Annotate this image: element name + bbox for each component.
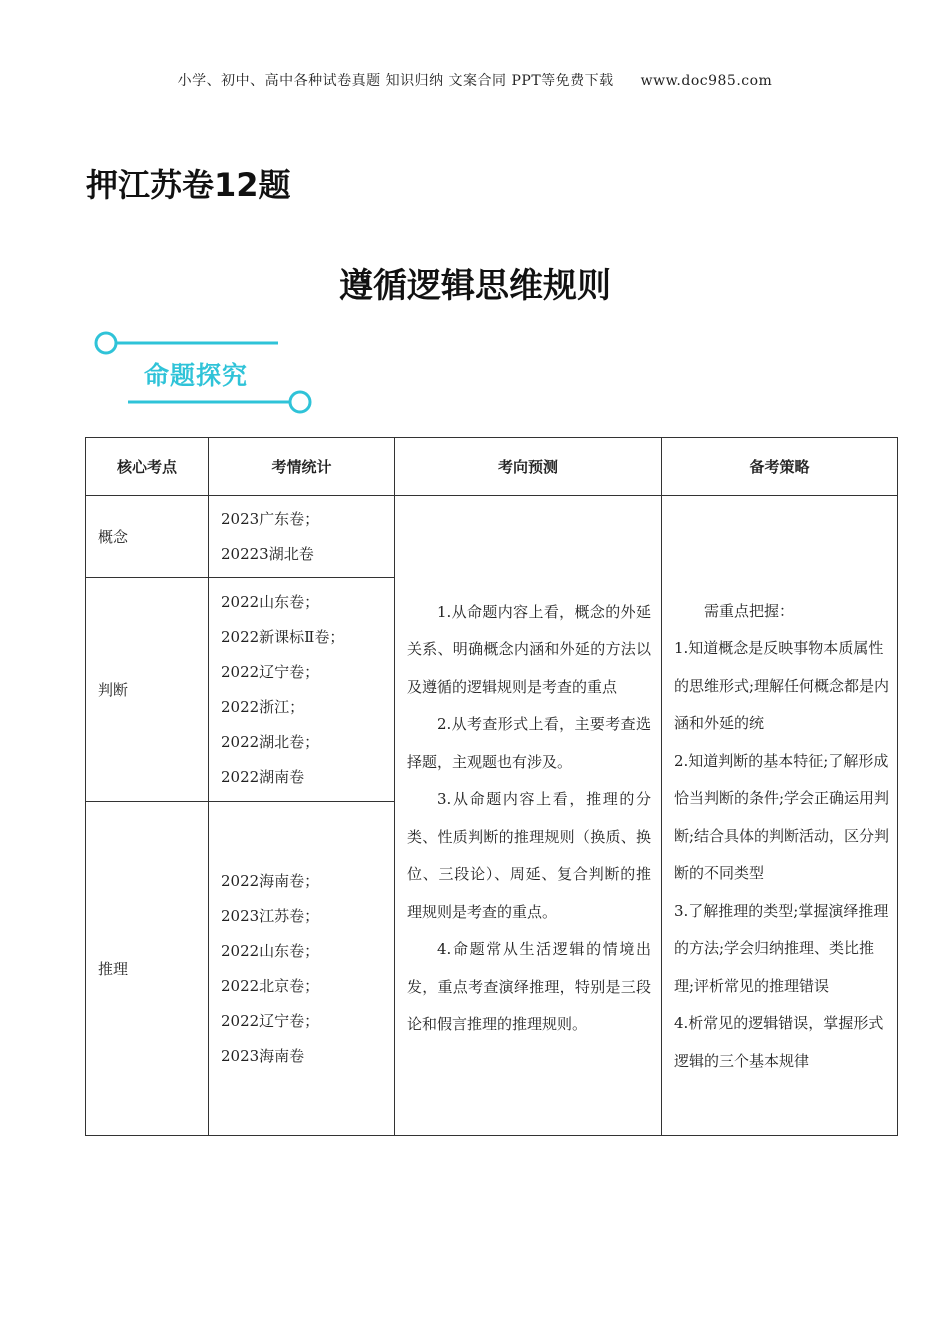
strategy-item: 3.了解推理的类型;掌握演绎推理的方法;学会归纳推理、类比推理;评析常见的推理错误: [674, 901, 889, 995]
prediction-item: 3.从命题内容上看，推理的分类、性质判断的推理规则（换质、换位、三段论）、周延、复合判断的推理规则是考查的重点。: [407, 790, 651, 921]
table-row: [86, 496, 898, 578]
core-point-cell: 概念: [86, 496, 209, 578]
header-prediction: 考向预测: [395, 438, 662, 496]
section-badge: [90, 325, 320, 420]
stat-item: 2023广东卷；: [221, 509, 320, 528]
strategy-item: 2.知道判断的基本特征;了解形成恰当判断的条件;学会正确运用判断;结合具体的判断活动，区分判断的不同类型: [674, 751, 890, 883]
stat-item: 2023海南卷: [221, 1046, 305, 1065]
statistics-cell: [209, 578, 395, 802]
prediction-item: 4.命题常从生活逻辑的情境出发，重点考查演绎推理，特别是三段论和假言推理的推理规则。: [407, 940, 651, 1033]
prediction-cell: [395, 496, 662, 1136]
badge-label: 命题探究: [144, 361, 249, 390]
document-subtitle: 遵循逻辑思维规则: [339, 266, 611, 306]
header-text: 小学、初中、高中各种试卷真题 知识归纳 文案合同 PPT等免费下载: [177, 73, 614, 89]
header-site-link[interactable]: www.doc985.com: [640, 73, 773, 89]
core-point-cell: 判断: [86, 578, 209, 802]
document-title: 押江苏卷12题: [86, 166, 291, 204]
strategy-lead: 需重点把握：: [704, 601, 795, 620]
stat-item: 2023江苏卷；: [221, 906, 320, 925]
stat-item: 2022湖北卷；: [221, 732, 320, 751]
strategy-item: 1.知道概念是反映事物本质属性的思维形式;理解任何概念都是内涵和外延的统: [674, 639, 890, 733]
stat-item: 2022海南卷；: [221, 871, 320, 890]
stat-item: 2022新课标Ⅱ卷；: [221, 627, 345, 646]
stat-item: 2022浙江；: [221, 697, 305, 716]
header-core-point: 核心考点: [86, 438, 209, 496]
stat-item: 2022辽宁卷；: [221, 1011, 320, 1030]
stat-item: 2022北京卷；: [221, 976, 320, 995]
exam-analysis-table: [85, 437, 898, 1136]
stat-item: 2022山东卷；: [221, 592, 320, 611]
page-header: [0, 70, 950, 90]
stat-item: 2022山东卷；: [221, 941, 320, 960]
table-header-row: [86, 438, 898, 496]
prediction-item: 1.从命题内容上看，概念的外延关系、明确概念内涵和外延的方法以及遵循的逻辑规则是考查的重点: [407, 602, 651, 696]
statistics-cell: [209, 802, 395, 1136]
core-point-cell: 推理: [86, 802, 209, 1136]
stat-item: 20223湖北卷: [221, 544, 314, 563]
prediction-item: 2.从考查形式上看，主要考查选择题，主观题也有涉及。: [407, 715, 651, 771]
stat-item: 2022湖南卷: [221, 767, 305, 786]
header-statistics: 考情统计: [209, 438, 395, 496]
header-strategy: 备考策略: [662, 438, 898, 496]
statistics-cell: [209, 496, 395, 578]
strategy-cell: [662, 496, 898, 1136]
strategy-item: 4.析常见的逻辑错误，掌握形式逻辑的三个基本规律: [674, 1014, 884, 1070]
stat-item: 2022辽宁卷；: [221, 662, 320, 681]
